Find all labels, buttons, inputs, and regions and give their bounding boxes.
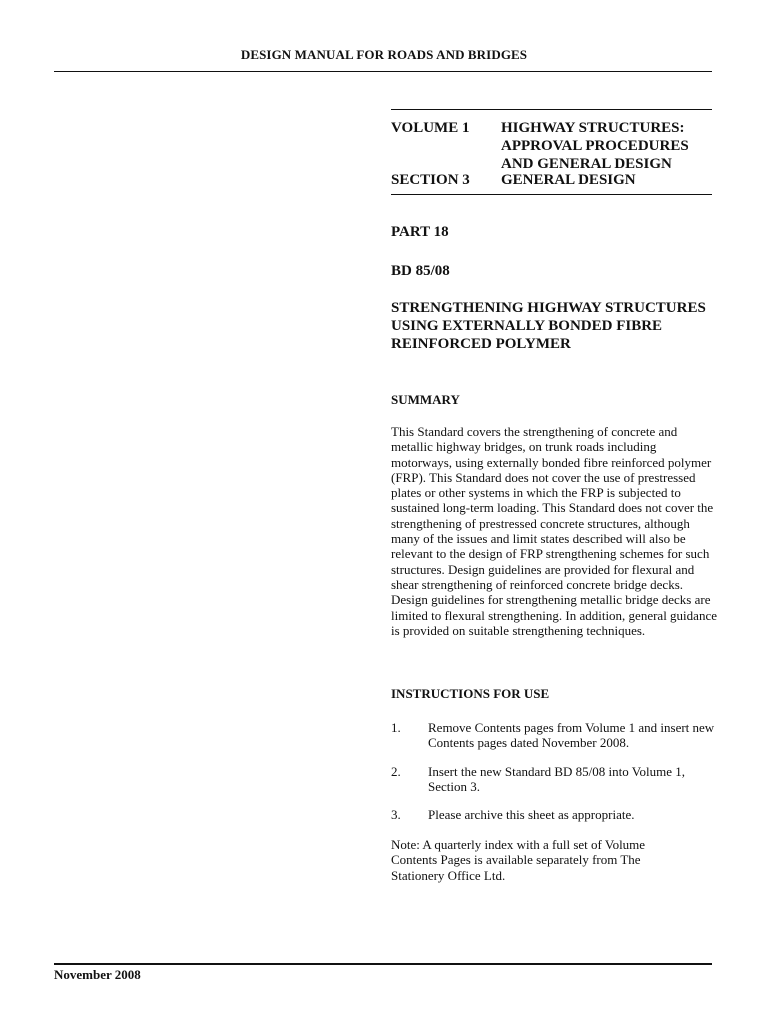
section-label: SECTION 3 <box>391 172 470 188</box>
standard-reference: BD 85/08 <box>391 263 450 279</box>
instruction-number: 2. <box>391 764 401 779</box>
instruction-number: 1. <box>391 720 401 735</box>
instruction-text: Remove Contents pages from Volume 1 and insert new Contents pages dated November 2008. <box>428 720 715 751</box>
footer-rule <box>54 963 712 965</box>
volume-bottom-rule <box>391 194 712 195</box>
section-title: GENERAL DESIGN <box>501 172 636 188</box>
instruction-text: Please archive this sheet as appropriate. <box>428 807 635 822</box>
summary-text: This Standard covers the strengthening of concrete and metallic highway bridges, on trunk roads including motorways, using externally bonded fibre reinforced polymer (FRP). This Standard does not cover the use of prestressed plates or other systems in which the FRP is subjected to sustained long-term loading. This Standard does not cover the strengthening of prestressed concrete structures, although many of the issues and limit states described will also be relevant to the design of FRP strengthening schemes for such structures. Design guidelines are provided for flexural and shear strengthening of reinforced concrete bridge decks. Design guidelines for strengthening metallic bridge decks are limited to flexural strengthening. In addition, general guidance is provided on suitable strengthening techniques. <box>391 424 717 638</box>
part-number: PART 18 <box>391 224 449 240</box>
summary-heading: SUMMARY <box>391 392 460 407</box>
instructions-heading: INSTRUCTIONS FOR USE <box>391 686 550 701</box>
instruction-number: 3. <box>391 807 401 822</box>
instruction-text: Insert the new Standard BD 85/08 into Volume 1, Section 3. <box>428 764 685 795</box>
manual-title: DESIGN MANUAL FOR ROADS AND BRIDGES <box>240 47 528 62</box>
instructions-note: Note: A quarterly index with a full set of Volume Contents Pages is available separately from The Stationery Office Ltd. <box>391 837 646 883</box>
footer-date: November 2008 <box>54 967 141 982</box>
header-rule <box>54 71 712 72</box>
document-title: STRENGTHENING HIGHWAY STRUCTURES USING EXTERNALLY BONDED FIBRE REINFORCED POLYMER <box>391 300 706 352</box>
volume-label: VOLUME 1 <box>391 120 470 136</box>
volume-top-rule <box>391 109 712 110</box>
volume-title: HIGHWAY STRUCTURES: APPROVAL PROCEDURES AND GENERAL DESIGN <box>501 120 689 172</box>
